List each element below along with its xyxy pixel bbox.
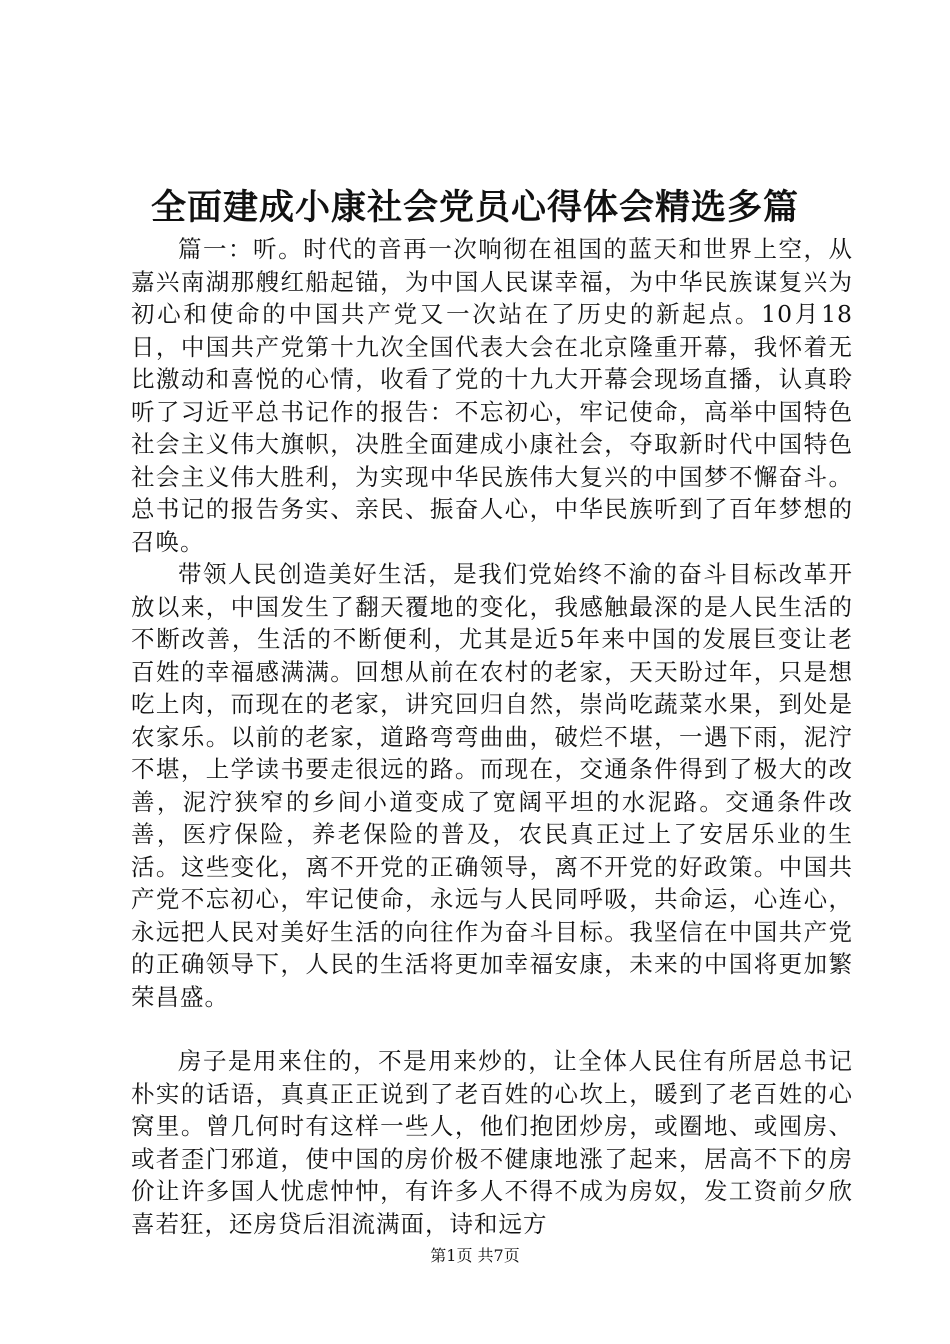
page-footer: 第1页 共7页 bbox=[430, 1246, 520, 1265]
paragraph-1: 篇一：听。时代的音再一次响彻在祖国的蓝天和世界上空，从嘉兴南湖那艘红船起锚，为中国人民谋幸福，为中华民族谋复兴为初心和使命的中国共产党又一次站在了历史的新起点。10月18日，中国共产党第十九次全国代表大会在北京隆重开幕，我怀着无比激动和喜悦的心情，收看了党的十九大开幕会现场直播，认真聆听了习近平总书记作的报告：不忘初心，牢记使命，高举中国特色社会主义伟大旗帜，决胜全面建成小康社会，夺取新时代中国特色社会主义伟大胜利，为实现中华民族伟大复兴的中国梦不懈奋斗。总书记的报告务实、亲民、振奋人心，中华民族听到了百年梦想的召唤。 bbox=[131, 235, 853, 556]
document-title: 全面建成小康社会党员心得体会精选多篇 bbox=[150, 187, 799, 228]
paragraph-3: 房子是用来住的，不是用来炒的，让全体人民住有所居总书记朴实的话语，真真正正说到了老百姓的心坎上，暖到了老百姓的心窝里。曾几何时有这样一些人，他们抱团炒房，或圈地、或囤房、或者歪门邪道，使中国的房价极不健康地涨了起来，居高不下的房价让许多国人忧虑忡忡，有许多人不得不成为房奴，发工资前夕欣喜若狂，还房贷后泪流满面，诗和远方 bbox=[131, 1047, 853, 1238]
document-body bbox=[131, 233, 853, 1240]
paragraph-2: 带领人民创造美好生活，是我们党始终不渝的奋斗目标改革开放以来，中国发生了翻天覆地的变化，我感触最深的是人民生活的不断改善，生活的不断便利，尤其是近5年来中国的发展巨变让老百姓的幸福感满满。回想从前在农村的老家，天天盼过年，只是想吃上肉，而现在的老家，讲究回归自然，崇尚吃蔬菜水果，到处是农家乐。以前的老家，道路弯弯曲曲，破烂不堪，一遇下雨，泥泞不堪，上学读书要走很远的路。而现在，交通条件得到了极大的改善，泥泞狭窄的乡间小道变成了宽阔平坦的水泥路。交通条件改善，医疗保险，养老保险的普及，农民真正过上了安居乐业的生活。这些变化，离不开党的正确领导，离不开党的好政策。中国共产党不忘初心，牢记使命，永远与人民同呼吸，共命运，心连心，永远把人民对美好生活的向往作为奋斗目标。我坚信在中国共产党的正确领导下，人民的生活将更加幸福安康，未来的中国将更加繁荣昌盛。 bbox=[131, 560, 853, 1011]
